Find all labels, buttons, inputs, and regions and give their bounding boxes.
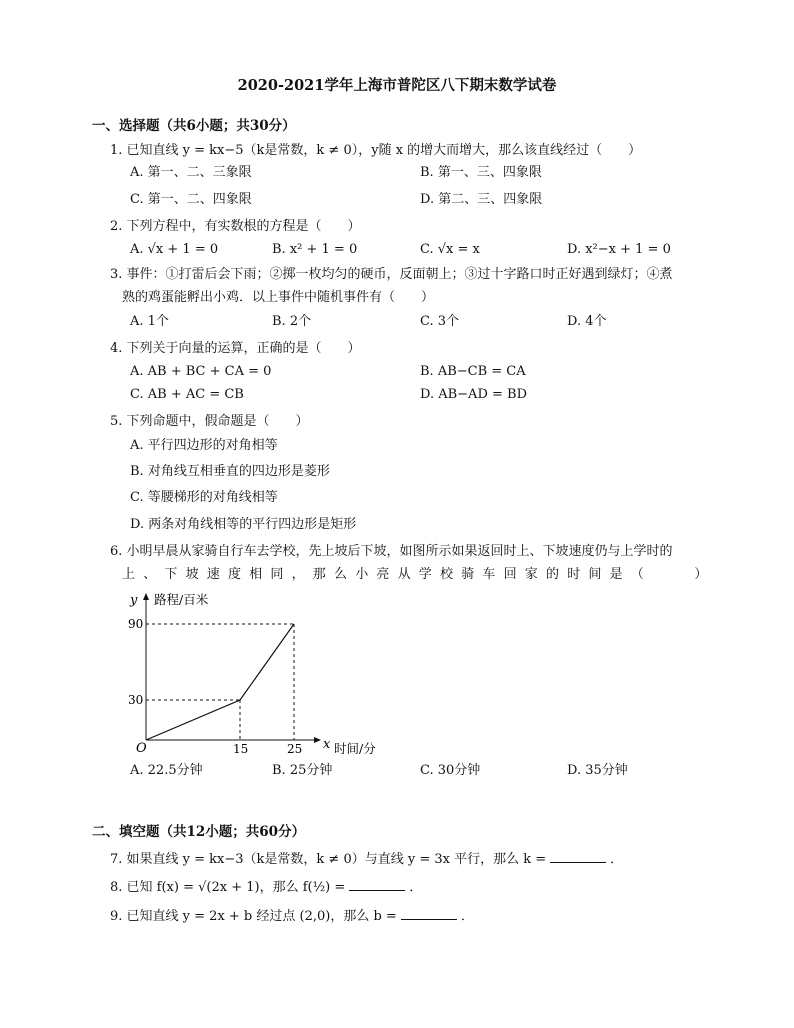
q5-option-d: D. 两条对角线相等的平行四边形是矩形 [130,517,357,532]
x-axis-var: x [323,737,331,752]
fill-8-end: ． [409,880,423,895]
q4-option-d: D. AB−AD = BD [420,387,528,402]
section-heading-choice: 一、选择题（共6小题；共30分） [92,118,296,134]
x-axis-label: 时间/分 [334,741,376,756]
y-axis-label: 路程/百米 [154,592,209,607]
y-tick-90: 90 [128,617,144,631]
y-axis-var: y [130,593,138,608]
origin-label: O [136,741,147,756]
x-tick-25: 25 [287,742,303,756]
fill-7-text: 7. 如果直线 y = kx−3（k是常数，k ≠ 0）与直线 y = 3x 平行，那么 k = [110,852,547,867]
q5-option-b: B. 对角线互相垂直的四边形是菱形 [130,464,330,479]
q2-option-d: D. x²−x + 1 = 0 [567,242,671,257]
q1-option-b: B. 第一、三、四象限 [420,165,542,180]
question-1-stem: 1. 已知直线 y = kx−5（k是常数，k ≠ 0），y随 x 的增大而增大，那么该直线经过（ ） [110,143,642,158]
fill-9-blank [401,907,457,920]
fill-9-text: 9. 已知直线 y = 2x + b 经过点 (2,0)，那么 b = [110,909,397,924]
fill-9-end: ． [460,909,474,924]
q2-option-b: B. x² + 1 = 0 [272,242,358,257]
q3-option-d: D. 4个 [567,314,607,329]
x-tick-15: 15 [233,742,249,756]
page-title: 2020-2021学年上海市普陀区八下期末数学试卷 [237,77,557,94]
y-tick-30: 30 [128,693,144,707]
question-6-stem-cont: 上、下坡速度相同，那么小亮从学校骑车回家的时间是（ ） [122,567,716,582]
q5-option-c: C. 等腰梯形的对角线相等 [130,490,278,505]
q6-option-d: D. 35分钟 [567,763,628,778]
q4-option-c: C. AB + AC = CB [130,387,244,402]
distance-time-graph [120,586,390,758]
q6-option-b: B. 25分钟 [272,763,333,778]
fill-question-7 [110,850,623,869]
fill-8-text: 8. 已知 f(x) = √(2x + 1)，那么 f(½) = [110,880,346,895]
question-4-stem: 4. 下列关于向量的运算，正确的是（ ） [110,341,361,356]
q3-option-b: B. 2个 [272,314,312,329]
q3-option-c: C. 3个 [420,314,460,329]
question-2-stem: 2. 下列方程中，有实数根的方程是（ ） [110,219,361,234]
question-3-stem-cont: 熟的鸡蛋能孵出小鸡．以上事件中随机事件有（ ） [122,290,435,305]
q4-option-b: B. AB−CB = CA [420,364,526,379]
route-line [146,624,294,740]
fill-8-blank [349,878,405,891]
q4-option-a: A. AB + BC + CA = 0 [130,364,272,379]
q1-option-d: D. 第二、三、四象限 [420,192,543,207]
fill-7-end: ． [610,852,624,867]
section-heading-fill: 二、填空题（共12小题；共60分） [92,824,306,840]
q5-option-a: A. 平行四边形的对角相等 [130,438,278,453]
q2-option-c: C. √x = x [420,242,480,257]
fill-question-8 [110,878,422,897]
q3-option-a: A. 1个 [130,314,169,329]
q2-option-a: A. √x + 1 = 0 [130,242,219,257]
q1-option-c: C. 第一、二、四象限 [130,192,252,207]
q1-option-a: A. 第一、二、三象限 [130,165,252,180]
question-5-stem: 5. 下列命题中，假命题是（ ） [110,414,309,429]
question-6-stem: 6. 小明早晨从家骑自行车去学校，先上坡后下坡，如图所示如果返回时上、下坡速度仍与上学时的 [110,544,673,559]
q6-option-c: C. 30分钟 [420,763,481,778]
fill-question-9 [110,907,474,926]
q6-option-a: A. 22.5分钟 [130,763,203,778]
fill-7-blank [550,850,606,863]
question-3-stem: 3. 事件：①打雷后会下雨；②掷一枚均匀的硬币，反面朝上；③过十字路口时正好遇到绿灯；④煮 [110,267,673,282]
